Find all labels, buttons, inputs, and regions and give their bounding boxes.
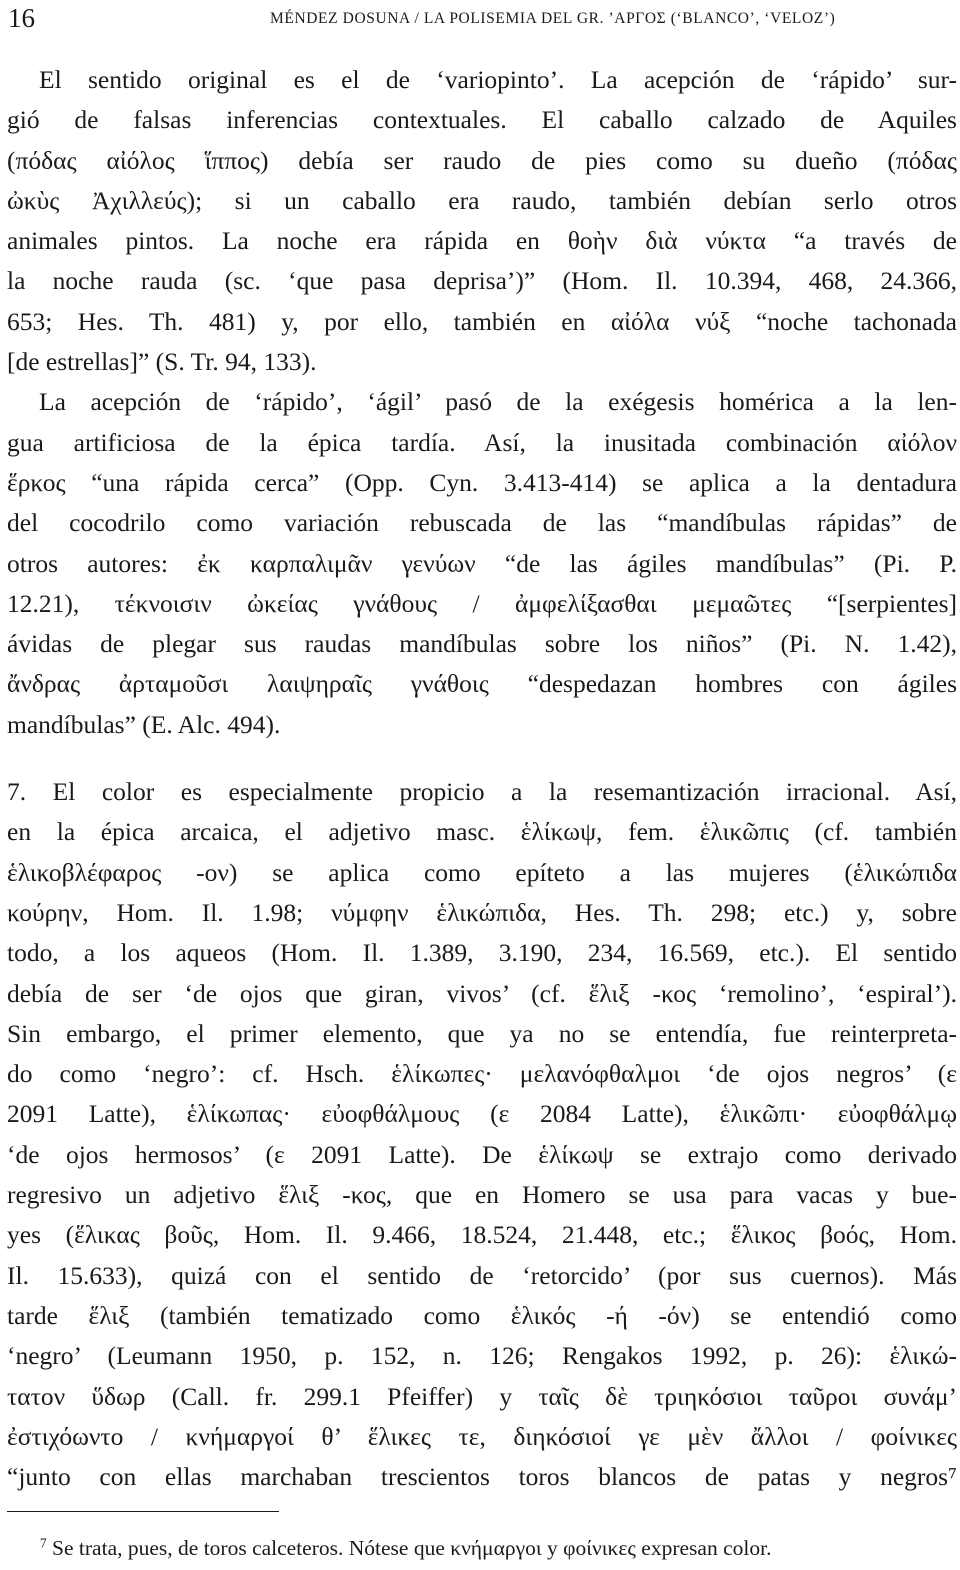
- text-line: ἑλικοβλέφαρος -ον) se aplica como epíteto a las mujeres (ἑλικώπιδα: [7, 857, 957, 887]
- text-line: ἄνδρας ἀρταμοῦσι λαιψηραῖς γνάθοις “despedazan hombres con ágiles: [7, 669, 957, 699]
- running-head: [8, 0, 952, 40]
- text-line: debía de ser ‘de ojos que giran, vivos’ (cf. ἕλιξ -κος ‘remolino’, ‘espiral’).: [7, 978, 957, 1008]
- text-line: regresivo un adjetivo ἕλιξ -κος, que en Homero se usa para vacas y bue-: [7, 1180, 957, 1210]
- text-line: do como ‘negro’: cf. Hsch. ἑλίκωπες· μελανόφθαλμοι ‘de ojos negros’ (ε: [7, 1059, 957, 1089]
- text-line: ἐστιχόωντο / κνήμαργοί θ’ ἕλικες τε, διηκόσιοί γε μὲν ἄλλοι / φοίνικες: [7, 1421, 957, 1451]
- text-line: ὠκὺς Ἀχιλλεύς); si un caballo era raudo, también debían serlo otros: [7, 185, 957, 215]
- text-line: (πόδας αἰόλος ἵππος) debía ser raudo de pies como su dueño (πόδας: [7, 145, 957, 175]
- footnote-rule: [7, 1511, 279, 1512]
- text-line: yes (ἕλικας βοῦς, Hom. Il. 9.466, 18.524, 21.448, etc.; ἕλικος βοός, Hom.: [7, 1220, 957, 1250]
- footnote: [40, 1533, 955, 1563]
- text-line: la noche rauda (sc. ‘que pasa deprisa’)” (Hom. Il. 10.394, 468, 24.366,: [7, 266, 957, 296]
- footnote-text: Se trata, pues, de toros calceteros. Nótese que κνήμαργοι y φοίνικες expresan color.: [52, 1536, 772, 1560]
- page-number: 16: [8, 3, 35, 33]
- text-line: animales pintos. La noche era rápida en θοὴν διὰ νύκτα “a través de: [7, 226, 957, 256]
- text-line: ávidas de plegar sus raudas mandíbulas sobre los niños” (Pi. N. 1.42),: [7, 629, 957, 659]
- paragraph-gap: [7, 745, 957, 772]
- text-line: gió de falsas inferencias contextuales. El caballo calzado de Aquiles: [7, 105, 957, 135]
- text-line: “junto con ellas marchaban trescientos toros blancos de patas y negros⁷: [7, 1462, 957, 1492]
- text-line: ‘negro’ (Leumann 1950, p. 152, n. 126; Rengakos 1992, p. 26): ἑλικώ-: [7, 1341, 957, 1371]
- text-line: Sin embargo, el primer elemento, que ya no se entendía, fue reinterpreta-: [7, 1018, 957, 1048]
- text-line: El sentido original es el de ‘variopinto’. La acepción de ‘rápido’ sur-: [39, 65, 957, 94]
- text-line: tarde ἕλιξ (también tematizado como ἑλικός -ή -όν) se entendió como: [7, 1300, 957, 1330]
- text-line: ‘de ojos hermosos’ (ε 2091 Latte). De ἑλίκωψ se extrajo como derivado: [7, 1139, 957, 1169]
- text-line: todo, a los aqueos (Hom. Il. 1.389, 3.190, 234, 16.569, etc.). El sentido: [7, 938, 957, 968]
- text-line: ἕρκος “una rápida cerca” (Opp. Cyn. 3.413-414) se aplica a la dentadura: [7, 467, 957, 497]
- text-line: 653; Hes. Th. 481) y, por ello, también en αἰόλα νύξ “noche tachonada: [7, 306, 957, 336]
- text-line: 2091 Latte), ἑλίκωπας· εὐοφθάλμους (ε 2084 Latte), ἑλικῶπι· εὐοφθάλμῳ: [7, 1099, 957, 1129]
- footnote-mark: 7: [40, 1535, 47, 1551]
- text-line: en la épica arcaica, el adjetivo masc. ἑλίκωψ, fem. ἑλικῶπις (cf. también: [7, 817, 957, 847]
- body-text: [7, 60, 957, 1497]
- text-line: otros autores: ἐκ καρπαλιμᾶν γενύων “de las ágiles mandíbulas” (Pi. P.: [7, 548, 957, 578]
- text-line: gua artificiosa de la épica tardía. Así, la inusitada combinación αἰόλον: [7, 427, 957, 457]
- text-line: mandíbulas” (E. Alc. 494).: [7, 709, 281, 739]
- text-line: 12.21), τέκνοισιν ὠκείας γνάθους / ἀμφελίξασθαι μεμαῶτες “[serpientes]: [7, 588, 957, 618]
- text-line: [de estrellas]” (S. Tr. 94, 133).: [7, 347, 317, 377]
- text-line: del cocodrilo como variación rebuscada de las “mandíbulas rápidas” de: [7, 508, 957, 538]
- text-line: Il. 15.633), quizá con el sentido de ‘retorcido’ (por sus cuernos). Más: [7, 1260, 957, 1290]
- text-line: τατον ὕδωρ (Call. fr. 299.1 Pfeiffer) y ταῖς δὲ τριηκόσιοι ταῦροι συνάμ’: [7, 1381, 957, 1411]
- text-line: 7. El color es especialmente propicio a la resemantización irracional. Así,: [7, 777, 957, 807]
- text-line: κούρην, Hom. Il. 1.98; νύμφην ἑλικώπιδα, Hes. Th. 298; etc.) y, sobre: [7, 897, 957, 927]
- running-title: MÉNDEZ DOSUNA / LA POLISEMIA DEL GR. ’ΑΡΓΟΣ (‘BLANCO’, ‘VELOZ’): [270, 10, 836, 27]
- text-line: La acepción de ‘rápido’, ‘ágil’ pasó de la exégesis homérica a la len-: [39, 387, 957, 417]
